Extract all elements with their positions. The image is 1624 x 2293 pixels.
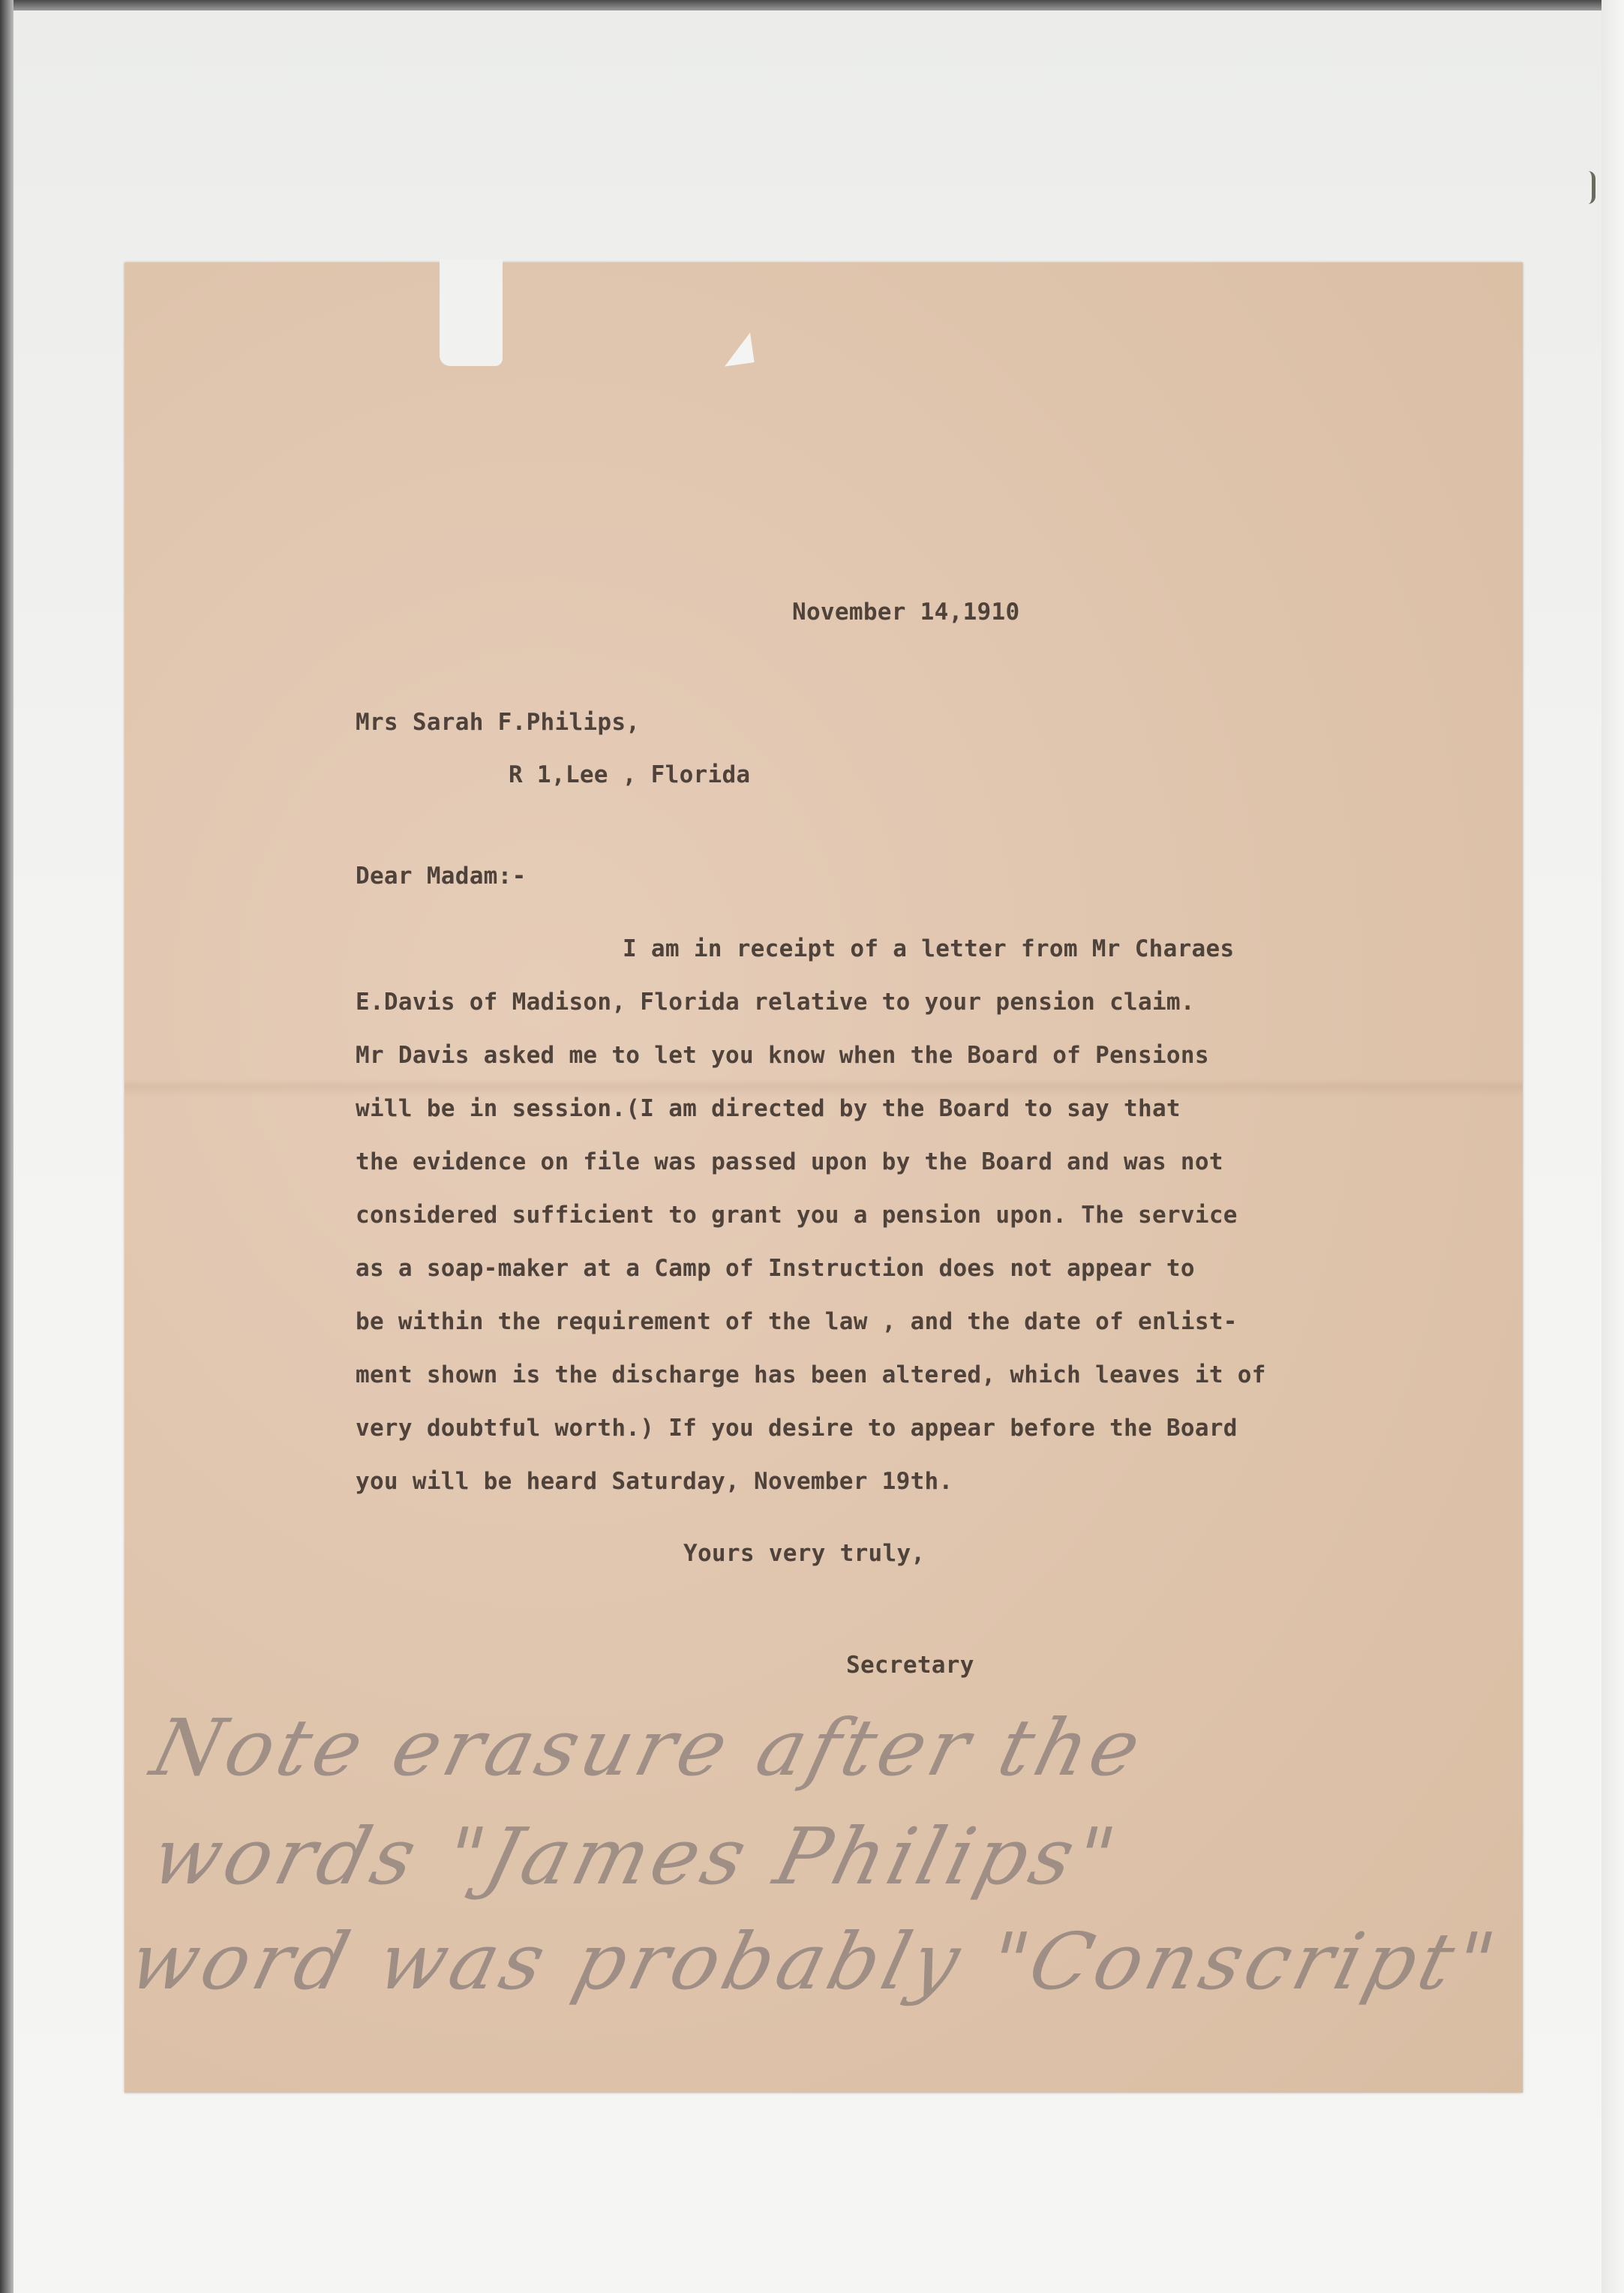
paper-hole (720, 332, 754, 366)
recipient-address: R 1,Lee , Florida (509, 761, 751, 788)
scan-edge-left (0, 0, 14, 2293)
paper-tear (440, 260, 503, 366)
handwritten-note-line: word was probably "Conscript" (120, 1916, 1508, 2007)
body-line: as a soap-maker at a Camp of Instruction does not appear to (356, 1255, 1195, 1282)
body-line: very doubtful worth.) If you desire to appear before the Board (356, 1415, 1238, 1442)
handwritten-note-line: words "James Philips" (143, 1811, 1129, 1902)
scan-edge-right (1601, 0, 1624, 2293)
body-line: considered sufficient to grant you a pension upon. The service (356, 1202, 1238, 1229)
body-line: E.Davis of Madison, Florida relative to your pension claim. (356, 989, 1195, 1016)
scan-edge-top (0, 0, 1624, 11)
body-line: Mr Davis asked me to let you know when the Board of Pensions (356, 1042, 1209, 1069)
body-line: you will be heard Saturday, November 19th. (356, 1468, 953, 1495)
clip-mark (1581, 171, 1595, 204)
salutation: Dear Madam:- (356, 863, 527, 890)
body-line: be within the requirement of the law , and the date of enlist- (356, 1308, 1238, 1335)
body-line: ment shown is the discharge has been altered, which leaves it of (356, 1361, 1266, 1388)
letter-paper (120, 263, 1523, 2093)
letter-date: November 14,1910 (792, 599, 1020, 626)
body-line: I am in receipt of a letter from Mr Charaes (623, 935, 1235, 962)
signer-title: Secretary (846, 1652, 974, 1679)
body-line: the evidence on file was passed upon by the Board and was not (356, 1148, 1223, 1175)
handwritten-note-line: Note erasure after the (143, 1702, 1154, 1793)
body-line: will be in session.(I am directed by the Board to say that (356, 1095, 1181, 1122)
closing: Yours very truly, (683, 1540, 926, 1567)
recipient-name: Mrs Sarah F.Philips, (356, 709, 641, 736)
